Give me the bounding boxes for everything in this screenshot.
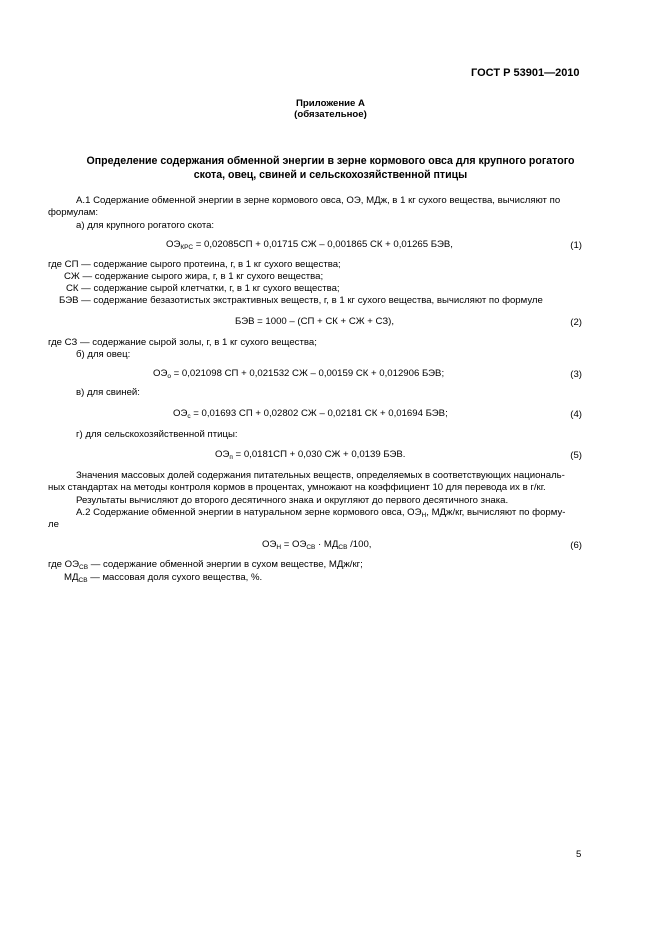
def-bev: БЭВ — содержание безазотистых экстрактивных веществ, г, в 1 кг сухого вещества, вычисляют по формуле bbox=[59, 295, 543, 306]
formula-2-number: (2) bbox=[570, 317, 582, 328]
formula-3-number: (3) bbox=[570, 369, 582, 380]
item-b: б) для овец: bbox=[76, 349, 131, 360]
a2-subscript: Н bbox=[421, 512, 427, 519]
appendix-title: Приложение А bbox=[296, 98, 365, 109]
section-heading-line1: Определение содержания обменной энергии в зерне кормового овса для крупного рогатого bbox=[86, 155, 575, 167]
formula-4: $ОЭ_с = 0,01693$ СП + 0,02802 СЖ – 0,02181 СК + 0,01694 БЭВ; bbox=[173, 408, 448, 420]
item-g: г) для сельскохозяйственной птицы: bbox=[76, 429, 238, 440]
section-heading-line2: скота, овец, свиней и сельскохозяйственной птицы bbox=[193, 169, 468, 181]
appendix-type: (обязательное) bbox=[294, 109, 367, 120]
para2: Результаты вычисляют до второго десятичного знака и округляют до первого десятичного знака. bbox=[76, 495, 509, 506]
item-v: в) для свиней: bbox=[76, 387, 140, 398]
formula-5-subscript: п bbox=[229, 454, 233, 461]
formula-3: $ОЭ_о = 0,021098$ СП + 0,021532 СЖ – 0,00159 СК + 0,012906 БЭВ; bbox=[153, 368, 445, 380]
formula-4-number: (4) bbox=[570, 409, 582, 420]
a1-line2: формулам: bbox=[48, 207, 99, 218]
para1-line1: Значения массовых долей содержания питательных веществ, определяемых в соответствующих националь- bbox=[76, 470, 565, 481]
formula-6-number: (6) bbox=[570, 540, 582, 551]
def-oe-sv: где $ОЭ_{СВ}$ — содержание обменной энергии в сухом веществе, МДж/кг; bbox=[48, 559, 363, 571]
def-sk: СК — содержание сырой клетчатки, г, в 1 кг сухого вещества; bbox=[66, 283, 340, 294]
standard-number: ГОСТ Р 53901—2010 bbox=[471, 67, 580, 79]
para1-line2: ных стандартах на методы контроля кормов в процентах, умножают на коэффициент 10 для перевода их в г/кг. bbox=[48, 482, 546, 493]
def-md-sv: $МД_{СВ}$ — массовая доля сухого вещества, %. bbox=[64, 572, 263, 584]
def-szh: СЖ — содержание сырого жира, г, в 1 кг сухого вещества; bbox=[64, 271, 324, 282]
formula-1-number: (1) bbox=[570, 240, 582, 251]
formula-5: $ОЭ_п = 0,0181СП + 0,030$ СЖ + 0,0139 БЭВ. bbox=[215, 449, 406, 461]
a1-line1: А.1 Содержание обменной энергии в зерне кормового овса, ОЭ, МДж, в 1 кг сухого вещества, вычисляют по bbox=[76, 195, 561, 206]
a2-line2: ле bbox=[48, 519, 59, 530]
a2-line1: А.2 Содержание обменной энергии в натуральном зерне кормового овса, $ОЭ_Н$, МДж/кг, вычисляют по форму- bbox=[76, 507, 566, 519]
page-number: 5 bbox=[576, 849, 582, 860]
formula-5-number: (5) bbox=[570, 450, 582, 461]
item-a: а) для крупного рогатого скота: bbox=[76, 220, 215, 231]
def-sz: где СЗ — содержание сырой золы, г, в 1 кг сухого вещества; bbox=[48, 337, 317, 348]
formula-6: $ОЭ_Н = ОЭ_{СВ} \cdot МД_{СВ}$ /100, bbox=[262, 539, 372, 551]
formula-1-subscript: КРС bbox=[180, 244, 194, 251]
formula-1: $ОЭ_{КРС} = 0,02085СП + 0,01715$ СЖ – 0,001865 СК + 0,01265 БЭВ, bbox=[166, 239, 453, 251]
formula-4-subscript: с bbox=[187, 413, 191, 420]
formula-3-subscript: о bbox=[167, 373, 171, 380]
formula-2: БЭВ = 1000 – (СП + СК + СЖ + СЗ), bbox=[235, 316, 395, 327]
def-sp: где СП — содержание сырого протеина, г, в 1 кг сухого вещества; bbox=[48, 259, 341, 270]
